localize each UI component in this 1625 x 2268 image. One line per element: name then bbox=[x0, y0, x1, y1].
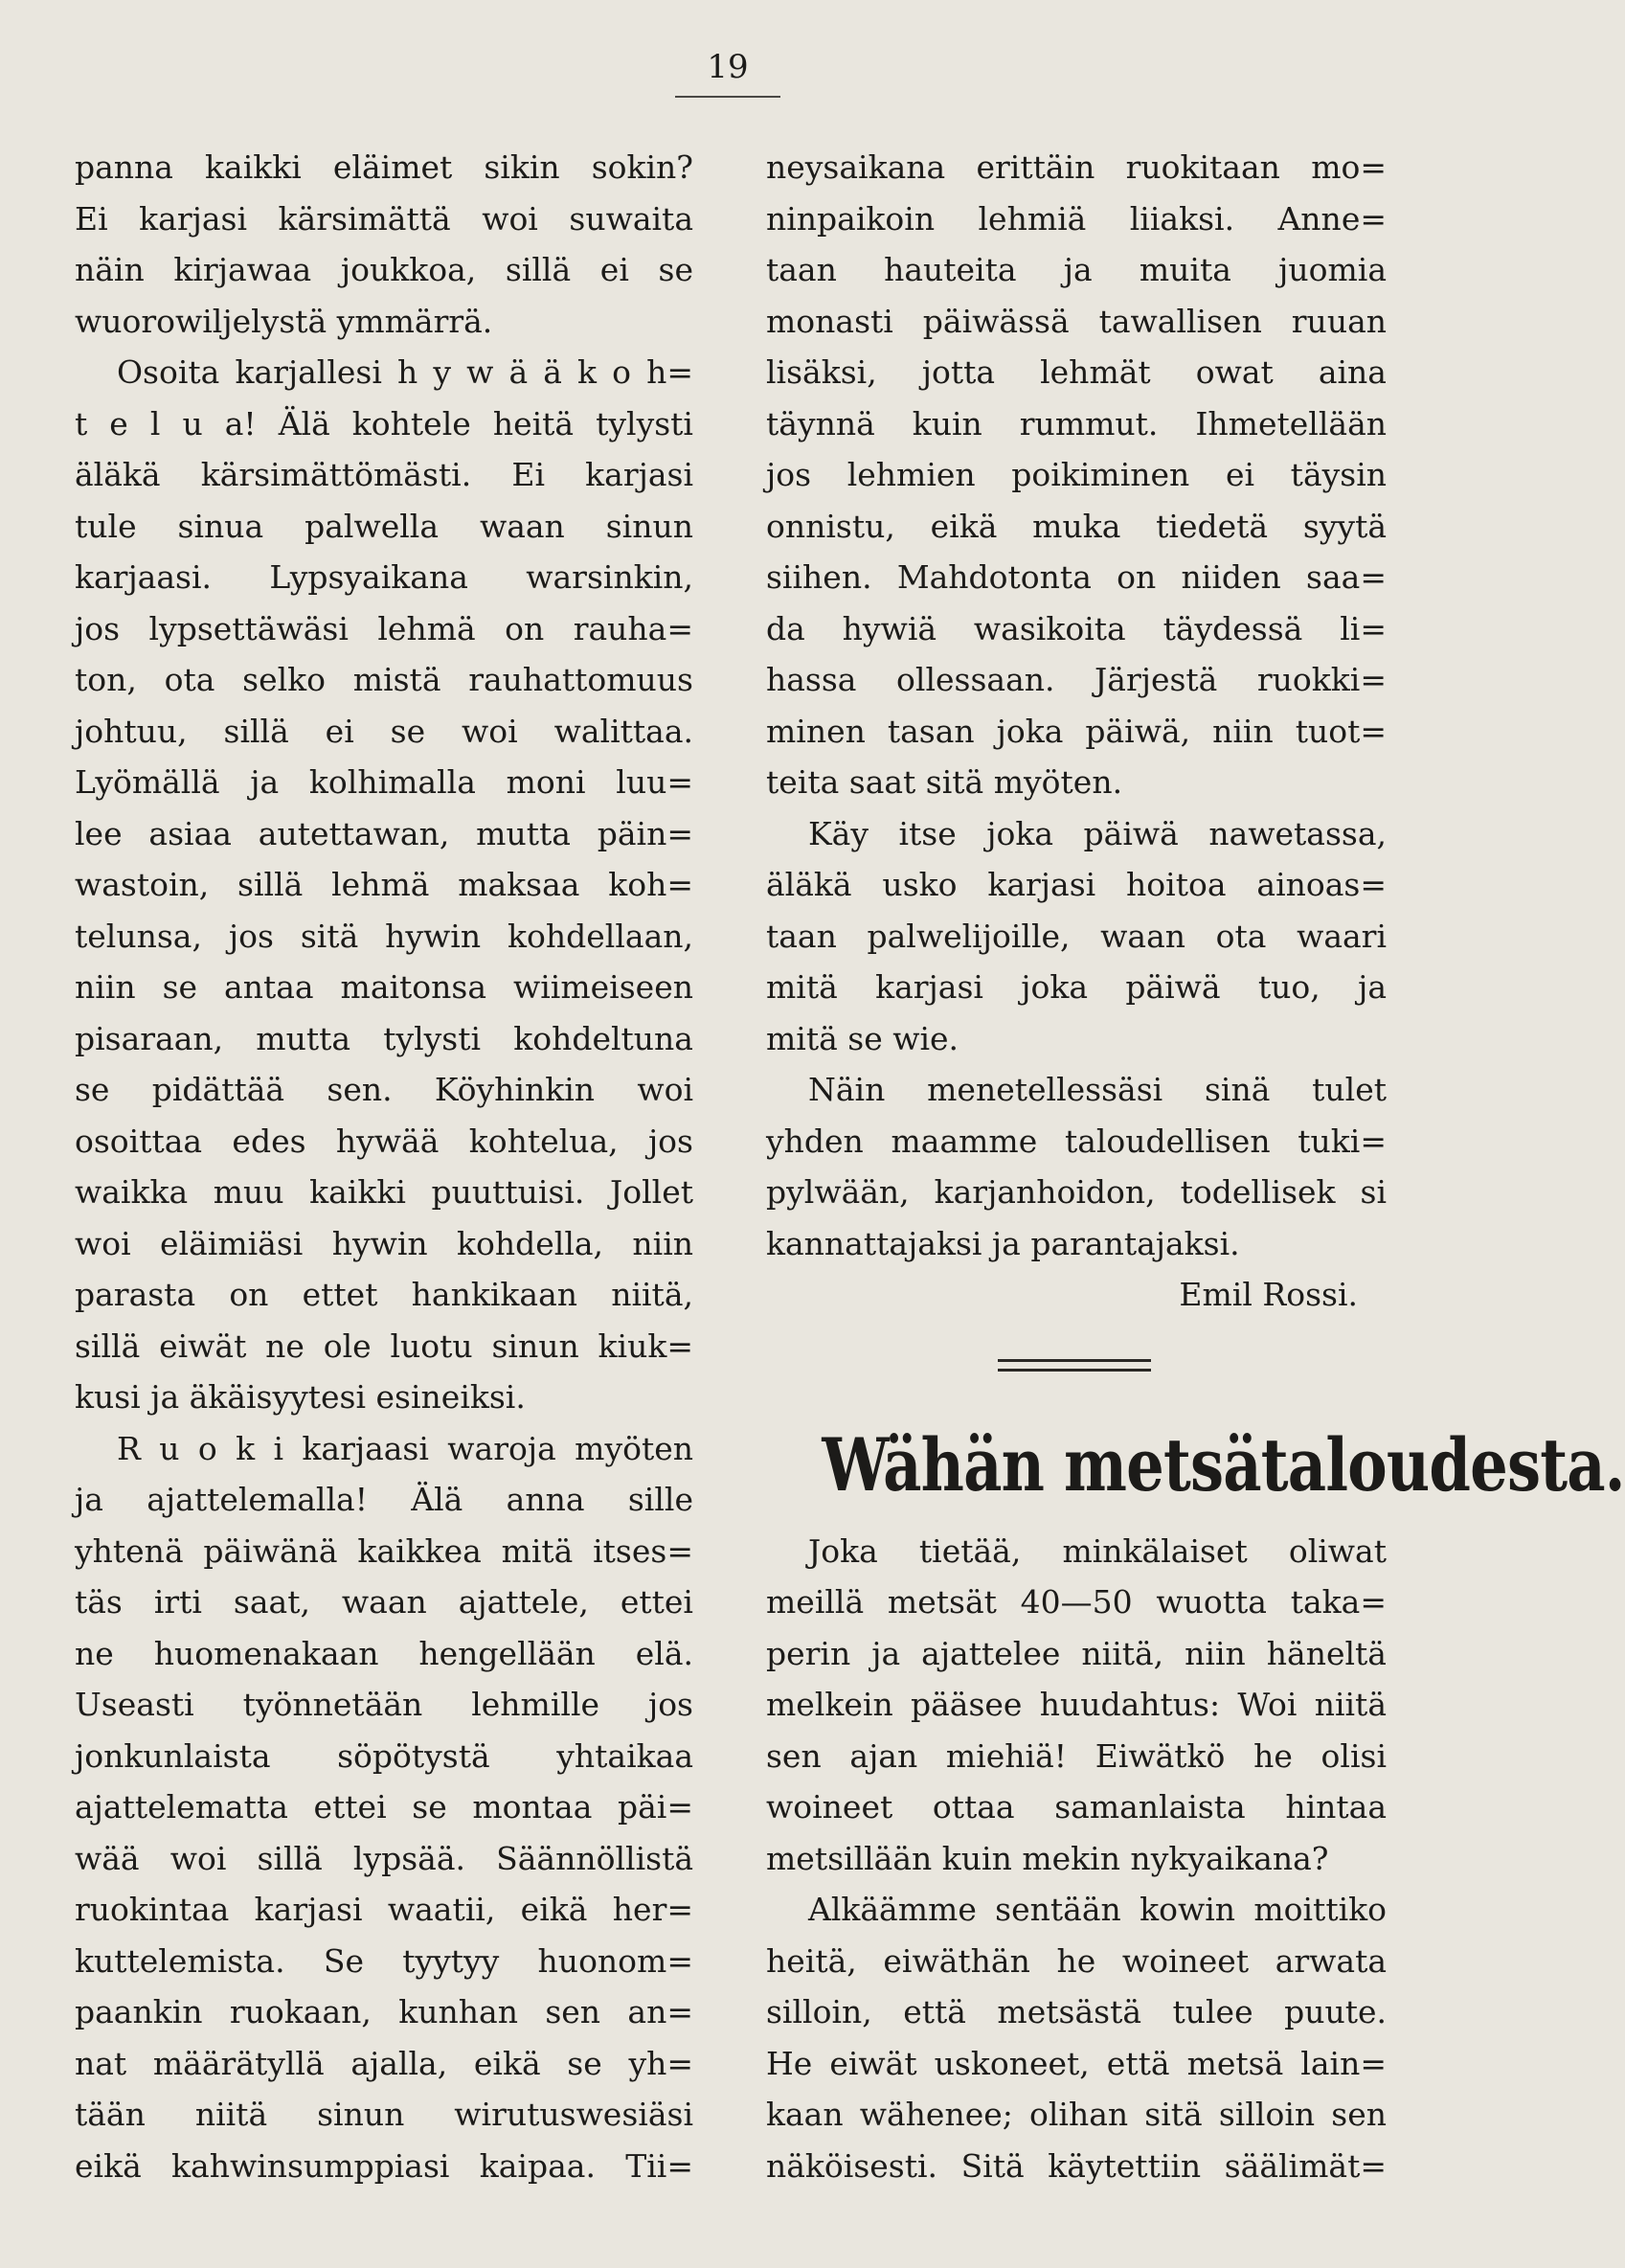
text-line: eikä kahwinsumppiasi kaipaa. Tii= bbox=[75, 2146, 693, 2185]
text-line: woi eläimiäsi hywin kohdella, niin bbox=[75, 1224, 693, 1262]
text-line: tule sinua palwella waan sinun bbox=[75, 507, 693, 545]
text-line: sen ajan miehiä! Eiwätkö he olisi bbox=[766, 1736, 1387, 1775]
text-line: neysaikana erittäin ruokitaan mo= bbox=[766, 148, 1387, 186]
text-line: meillä metsät 40—50 wuotta taka= bbox=[766, 1583, 1387, 1621]
text-line: Useasti työnnetään lehmille jos bbox=[75, 1686, 693, 1723]
text-line: Käy itse joka päiwä nawetassa, bbox=[808, 814, 1387, 852]
text-line: pylwään, karjanhoidon, todellisek si bbox=[766, 1173, 1387, 1211]
text-line: kaan wähenee; olihan sitä silloin sen bbox=[766, 2096, 1387, 2133]
text-line: heitä, eiwäthän he woineet arwata bbox=[766, 1941, 1387, 1980]
author-signature: Emil Rossi. bbox=[1179, 1276, 1358, 1313]
text-line: Joka tietää, minkälaiset oliwat bbox=[808, 1531, 1387, 1570]
text-line: karjaasi. Lypsyaikana warsinkin, bbox=[75, 558, 693, 596]
page-number-rule bbox=[675, 96, 780, 98]
left-column bbox=[75, 142, 693, 2191]
text-line: ne huomenakaan hengellään elä. bbox=[75, 1634, 693, 1672]
text-line: perin ja ajattelee niitä, niin häneltä bbox=[766, 1634, 1387, 1672]
text-line: kusi ja äkäisyytesi esineiksi. bbox=[75, 1378, 526, 1416]
text-line: osoittaa edes hywää kohtelua, jos bbox=[75, 1122, 693, 1160]
text-line: kannattajaksi ja parantajaksi. bbox=[766, 1224, 1240, 1262]
page-number: 19 bbox=[707, 48, 749, 86]
text-line: ajattelematta ettei se montaa päi= bbox=[75, 1788, 693, 1826]
text-line: silloin, että metsästä tulee puute. bbox=[766, 1993, 1387, 2030]
text-line: da hywiä wasikoita täydessä li= bbox=[766, 609, 1387, 647]
text-line: ninpaikoin lehmiä liiaksi. Anne= bbox=[766, 199, 1387, 238]
text-line: Alkäämme sentään kowin moittiko bbox=[808, 1891, 1387, 1928]
text-line: Ei karjasi kärsimättä woi suwaita bbox=[75, 199, 693, 238]
section-divider bbox=[766, 1321, 1387, 1413]
text-line: näin kirjawaa joukkoa, sillä ei se bbox=[75, 251, 693, 288]
text-line: niin se antaa maitonsa wiimeiseen bbox=[75, 968, 693, 1006]
text-line: t e l u a! Älä kohtele heitä tylysti bbox=[75, 404, 693, 442]
text-line: äläkä kärsimättömästi. Ei karjasi bbox=[75, 456, 693, 493]
text-line: lee asiaa autettawan, mutta päin= bbox=[75, 814, 693, 852]
text-line: metsillään kuin mekin nykyaikana? bbox=[766, 1839, 1329, 1877]
text-line: parasta on ettet hankikaan niitä, bbox=[75, 1276, 693, 1313]
text-line: jonkunlaista söpötystä yhtaikaa bbox=[75, 1736, 693, 1775]
right-column bbox=[766, 142, 1625, 2191]
text-line: äläkä usko karjasi hoitoa ainoas= bbox=[766, 866, 1387, 903]
text-line: jos lypsettäwäsi lehmä on rauha= bbox=[75, 609, 693, 647]
text-line: taan hauteita ja muita juomia bbox=[766, 251, 1387, 288]
text-line: He eiwät uskoneet, että metsä lain= bbox=[766, 2044, 1387, 2082]
text-line: Lyömällä ja kolhimalla moni luu= bbox=[75, 763, 693, 801]
text-line: ja ajattelemalla! Älä anna sille bbox=[75, 1481, 693, 1518]
text-line: ton, ota selko mistä rauhattomuus bbox=[75, 661, 693, 698]
text-line: taan palwelijoille, waan ota waari bbox=[766, 917, 1387, 955]
text-line: johtuu, sillä ei se woi walittaa. bbox=[75, 712, 693, 750]
text-line: wastoin, sillä lehmä maksaa koh= bbox=[75, 866, 693, 903]
text-line: waikka muu kaikki puuttuisi. Jollet bbox=[75, 1173, 693, 1211]
text-line: täynnä kuin rummut. Ihmetellään bbox=[766, 404, 1387, 442]
text-line: R u o k i karjaasi waroja myöten bbox=[117, 1429, 693, 1467]
text-line: mitä se wie. bbox=[766, 1019, 959, 1057]
text-line: täs irti saat, waan ajattele, ettei bbox=[75, 1583, 693, 1621]
text-line: se pidättää sen. Köyhinkin woi bbox=[75, 1071, 693, 1108]
text-line: melkein pääsee huudahtus: Woi niitä bbox=[766, 1686, 1387, 1723]
text-line: teita saat sitä myöten. bbox=[766, 763, 1123, 801]
text-line: Näin menetellessäsi sinä tulet bbox=[808, 1071, 1387, 1108]
text-line: Osoita karjallesi h y w ä ä k o h= bbox=[117, 353, 693, 391]
text-line: minen tasan joka päiwä, niin tuot= bbox=[766, 712, 1387, 750]
text-line: hassa ollessaan. Järjestä ruokki= bbox=[766, 661, 1387, 698]
text-line: kuttelemista. Se tyytyy huonom= bbox=[75, 1941, 693, 1980]
text-line: lisäksi, jotta lehmät owat aina bbox=[766, 353, 1387, 391]
text-line: wää woi sillä lypsää. Säännöllistä bbox=[75, 1839, 693, 1877]
text-line: telunsa, jos sitä hywin kohdellaan, bbox=[75, 917, 693, 955]
text-line: woineet ottaa samanlaista hintaa bbox=[766, 1788, 1387, 1826]
article-headline: Wähän metsätaloudesta. bbox=[822, 1421, 1625, 1508]
text-line: jos lehmien poikiminen ei täysin bbox=[766, 456, 1387, 493]
text-line: paankin ruokaan, kunhan sen an= bbox=[75, 1993, 693, 2030]
text-line: monasti päiwässä tawallisen ruuan bbox=[766, 302, 1387, 340]
text-line: siihen. Mahdotonta on niiden saa= bbox=[766, 558, 1387, 596]
text-line: näköisesti. Sitä käytettiin säälimät= bbox=[766, 2146, 1387, 2185]
text-line: sillä eiwät ne ole luotu sinun kiuk= bbox=[75, 1327, 693, 1365]
text-line: panna kaikki eläimet sikin sokin? bbox=[75, 148, 693, 186]
text-line: wuorowiljelystä ymmärrä. bbox=[75, 302, 493, 340]
text-line: ruokintaa karjasi waatii, eikä her= bbox=[75, 1891, 693, 1928]
text-line: nat määrätyllä ajalla, eikä se yh= bbox=[75, 2044, 693, 2082]
text-line: pisaraan, mutta tylysti kohdeltuna bbox=[75, 1019, 693, 1057]
text-line: mitä karjasi joka päiwä tuo, ja bbox=[766, 968, 1387, 1006]
text-line: tään niitä sinun wirutuswesiäsi bbox=[75, 2096, 693, 2133]
text-line: yhtenä päiwänä kaikkea mitä itses= bbox=[75, 1531, 693, 1570]
text-line: onnistu, eikä muka tiedetä syytä bbox=[766, 507, 1387, 545]
text-line: yhden maamme taloudellisen tuki= bbox=[766, 1122, 1387, 1160]
